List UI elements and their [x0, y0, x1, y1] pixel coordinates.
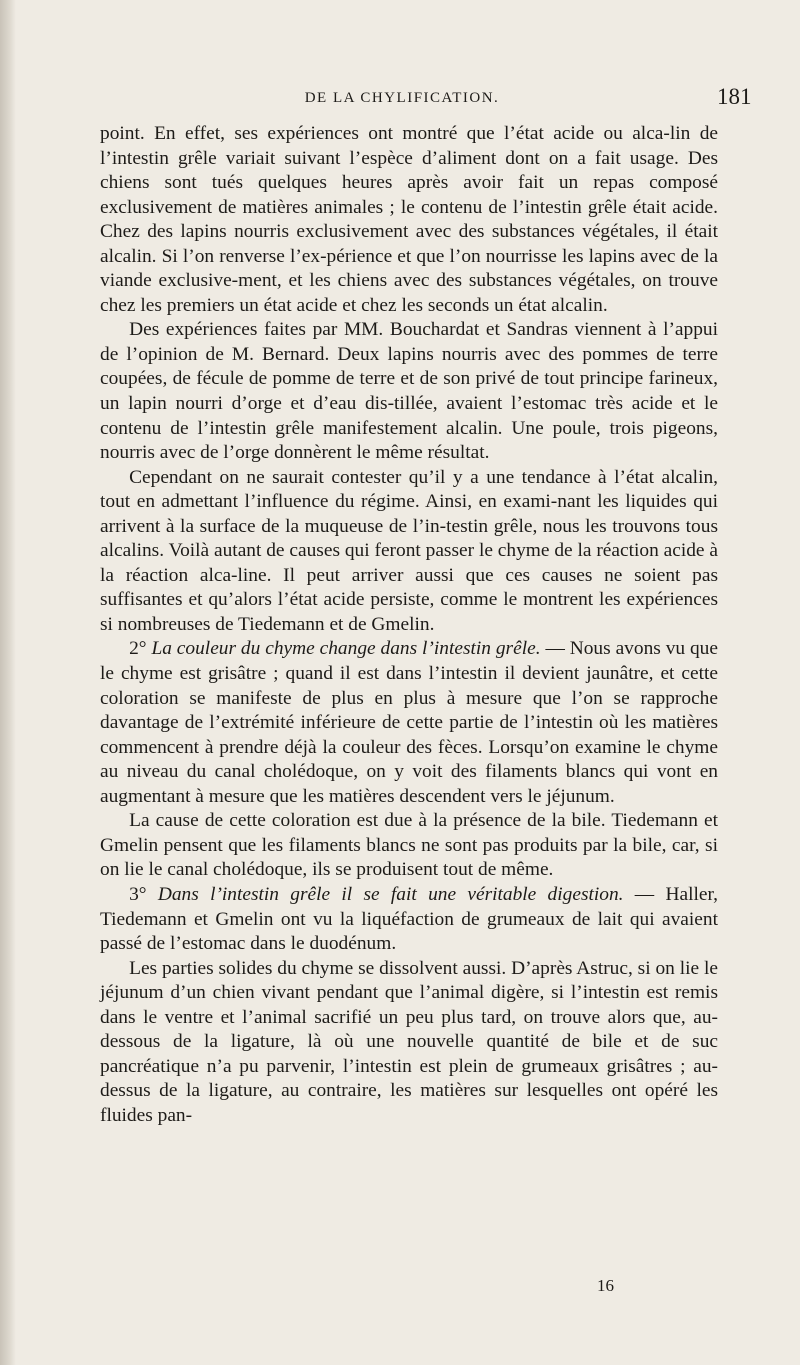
section-heading: Dans l’intestin grêle il se fait une véritable digestion.	[157, 883, 624, 905]
printer-signature-mark: 16	[597, 1276, 614, 1295]
paragraph	[100, 318, 718, 465]
paragraph-text: Des expériences faites par MM. Bouchardat et Sandras viennent à l’appui de l’opinion de M. Bernard. Deux lapins nourris avec des pommes de terre coupées, de fécule de pomme de terre et de son privé de tout principe farineux, un lapin nourri d’orge et d’eau dis-tillée, avaient l’estomac très acide et le contenu de l’intestin grêle manifestement alcalin. Une poule, trois pigeons, nourris avec de l’orge donnèrent le même résultat.	[100, 319, 718, 464]
paragraph	[100, 957, 718, 1129]
paragraph	[100, 122, 718, 318]
paragraph-text: Les parties solides du chyme se dissolvent aussi. D’après Astruc, si on lie le jéjunum d’un chien vivant pendant que l’animal digère, si l’intestin est remis dans le ventre et l’animal sacrifié un peu plus tard, on trouve alors que, au-dessous de la ligature, là où une nouvelle quantité de bile et de suc pancréatique n’a pu parvenir, l’intestin est plein de grumeaux grisâtres ; au-dessus de la ligature, au contraire, les matières sur lesquelles ont opéré les fluides pan-	[100, 957, 718, 1126]
section-number: 2°	[129, 638, 152, 660]
body-text	[100, 122, 718, 1128]
page-number: 181	[717, 84, 752, 109]
section-number: 3°	[129, 883, 158, 905]
paragraph	[100, 883, 718, 957]
paragraph-text: — Haller, Tiedemann et Gmelin ont vu la liquéfaction de grumeaux de lait qui avaient passé de l’estomac dans le duodénum.	[100, 883, 718, 955]
page-gutter-shadow	[0, 0, 16, 1365]
section-heading: La couleur du chyme change dans l’intestin grêle.	[151, 638, 541, 660]
paragraph-text: — Nous avons vu que le chyme est grisâtre ; quand il est dans l’intestin il devient jaunâtre, et cette coloration se manifeste de plus en plus à mesure que l’on se rapproche davantage de l’extrémité inférieure de cette partie de l’intestin où les matières commencent à prendre déjà la couleur des fèces. Lorsqu’on examine le chyme au niveau du canal cholédoque, on y voit des filaments blancs qui vont en augmentant à mesure que les matières descendent vers le jéjunum.	[100, 638, 718, 807]
running-head: DE LA CHYLIFICATION.	[304, 90, 500, 106]
paragraph-text: Cependant on ne saurait contester qu’il y a une tendance à l’état alcalin, tout en admettant l’influence du régime. Ainsi, en exami-nant les liquides qui arrivent à la surface de la muqueuse de l’in-testin grêle, nous les trouvons tous alcalins. Voilà autant de causes qui feront passer le chyme de la réaction acide à la réaction alca-line. Il peut arriver aussi que ces causes ne soient pas suffisantes et qu’alors l’état acide persiste, comme le montrent les expériences si nombreuses de Tiedemann et de Gmelin.	[100, 466, 718, 635]
page-header	[0, 84, 800, 114]
paragraph	[100, 637, 718, 809]
paragraph-text: La cause de cette coloration est due à la présence de la bile. Tiedemann et Gmelin pensent que les filaments blancs ne sont pas produits par la bile, car, si on lie le canal cholédoque, ils se produisent tout de même.	[100, 810, 718, 881]
paragraph	[100, 466, 718, 638]
paragraph	[100, 809, 718, 883]
paragraph-text: point. En effet, ses expériences ont montré que l’état acide ou alca-lin de l’intestin grêle variait suivant l’espèce d’aliment dont on a fait usage. Des chiens sont tués quelques heures après avoir fait un repas composé exclusivement de matières animales ; le contenu de l’intestin grêle était acide. Chez des lapins nourris exclusivement avec des substances végétales, il était alcalin. Si l’on renverse l’ex-périence et que l’on nourrisse les lapins avec de la viande exclusive-ment, et les chiens avec des substances végétales, on trouve chez les premiers un état acide et chez les seconds un état alcalin.	[100, 123, 718, 316]
